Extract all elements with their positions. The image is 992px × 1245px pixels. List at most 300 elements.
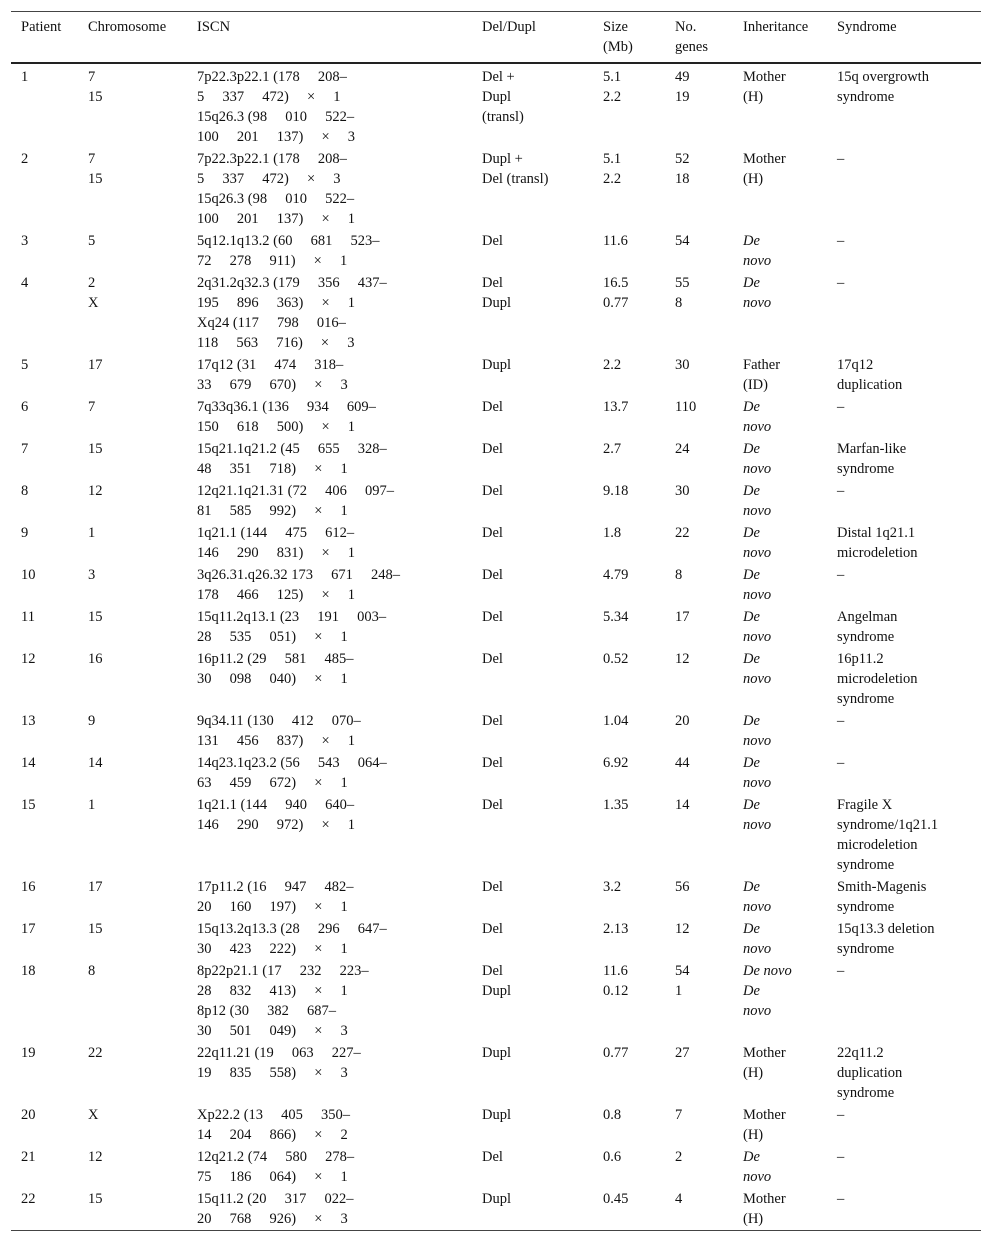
cell-size — [593, 710, 665, 752]
cell-genes-line: 56 — [675, 879, 690, 895]
cell-patient: 1 — [21, 69, 29, 85]
cell-del-dupl — [472, 648, 593, 710]
cell-patient: 20 — [21, 1107, 36, 1123]
cell-iscn — [187, 148, 472, 230]
cell-syndrome — [827, 396, 981, 438]
cell-iscn-line: 30 501 049) × 3 — [197, 1023, 348, 1039]
cell-inheritance — [733, 710, 827, 752]
cell-size-line: 0.52 — [603, 651, 629, 667]
cell-iscn-line: 33 679 670) × 3 — [197, 377, 348, 393]
cell-genes-line: 30 — [675, 483, 690, 499]
cell-iscn-line: 15q11.2 (20 317 022– — [197, 1191, 354, 1207]
cell-del-dupl-line: Dupl — [482, 89, 511, 105]
cell-iscn-line: 118 563 716) × 3 — [197, 335, 355, 351]
cell-iscn-line: 3q26.31.q26.32 173 671 248– — [197, 567, 400, 583]
cell-inheritance — [733, 876, 827, 918]
cell-syndrome-line: syndrome — [837, 89, 895, 105]
cell-patient: 13 — [21, 713, 36, 729]
table-row — [11, 794, 981, 876]
cell-chromosome — [78, 876, 187, 918]
cell-genes-line: 4 — [675, 1191, 683, 1207]
cell-syndrome-line: – — [837, 713, 845, 729]
cell-del-dupl-line: Dupl — [482, 1191, 511, 1207]
cell-chromosome-line: X — [88, 1107, 99, 1123]
cell-iscn — [187, 752, 472, 794]
cell-chromosome — [78, 354, 187, 396]
cell-iscn — [187, 960, 472, 1042]
header-genes-line: genes — [675, 39, 709, 55]
table-row — [11, 752, 981, 794]
cell-inheritance-line: novo — [743, 1003, 772, 1019]
cell-iscn-line: 7q33q36.1 (136 934 609– — [197, 399, 376, 415]
cell-genes-line: 12 — [675, 651, 690, 667]
cell-size — [593, 272, 665, 354]
cell-patient: 14 — [21, 755, 36, 771]
cell-genes — [665, 1104, 733, 1146]
header-genes — [665, 12, 733, 64]
cell-chromosome-line: 12 — [88, 483, 103, 499]
cell-syndrome — [827, 1146, 981, 1188]
cell-iscn-line: 1q21.1 (144 475 612– — [197, 525, 355, 541]
cell-size-line: 6.92 — [603, 755, 629, 771]
cell-iscn-line: 12q21.2 (74 580 278– — [197, 1149, 355, 1165]
cell-genes-line: 30 — [675, 357, 690, 373]
cell-syndrome — [827, 710, 981, 752]
cell-size-line: 1.04 — [603, 713, 629, 729]
cell-genes-line: 7 — [675, 1107, 683, 1123]
cell-genes — [665, 438, 733, 480]
cell-iscn-line: 20 160 197) × 1 — [197, 899, 348, 915]
cell-inheritance-line: novo — [743, 941, 772, 957]
cell-inheritance — [733, 648, 827, 710]
table-row — [11, 1042, 981, 1104]
cell-genes — [665, 606, 733, 648]
cell-size — [593, 522, 665, 564]
table-row — [11, 960, 981, 1042]
cell-size — [593, 960, 665, 1042]
cell-syndrome-line: syndrome — [837, 461, 895, 477]
table-row — [11, 396, 981, 438]
cell-inheritance-line: Mother — [743, 1107, 786, 1123]
cell-chromosome-line: 14 — [88, 755, 103, 771]
cell-syndrome-line: syndrome — [837, 857, 895, 873]
cell-size-line: 11.6 — [603, 233, 628, 249]
cell-genes-line: 110 — [675, 399, 697, 415]
cnv-table — [11, 11, 981, 1231]
cell-syndrome — [827, 1188, 981, 1231]
cell-inheritance — [733, 960, 827, 1042]
cell-chromosome-line: 22 — [88, 1045, 103, 1061]
cell-inheritance-line: De — [743, 483, 760, 499]
cell-iscn-line: 146 290 831) × 1 — [197, 545, 356, 561]
cell-inheritance-line: De — [743, 275, 760, 291]
cell-inheritance-line: (H) — [743, 89, 764, 105]
table-row — [11, 564, 981, 606]
cell-genes — [665, 230, 733, 272]
cell-chromosome — [78, 752, 187, 794]
cell-inheritance-line: (ID) — [743, 377, 768, 393]
cell-iscn — [187, 1188, 472, 1231]
cell-del-dupl-line: Del — [482, 713, 503, 729]
cell-del-dupl — [472, 1042, 593, 1104]
cell-inheritance-line: novo — [743, 1169, 772, 1185]
header-size — [593, 12, 665, 64]
cell-del-dupl-line: Del — [482, 1149, 503, 1165]
cell-size-line: 2.7 — [603, 441, 622, 457]
cell-iscn-line: 178 466 125) × 1 — [197, 587, 356, 603]
cell-inheritance-line: novo — [743, 775, 772, 791]
cell-size-line: 0.12 — [603, 983, 629, 999]
header-size-line: (Mb) — [603, 39, 633, 55]
cell-del-dupl-line: Dupl + — [482, 151, 523, 167]
header-iscn: ISCN — [197, 19, 231, 35]
cell-syndrome-line: – — [837, 567, 845, 583]
cell-syndrome-line: – — [837, 963, 845, 979]
cell-del-dupl-line: Del — [482, 651, 503, 667]
cell-size-line: 0.6 — [603, 1149, 622, 1165]
cell-syndrome-line: Distal 1q21.1 — [837, 525, 916, 541]
cell-iscn — [187, 480, 472, 522]
cell-inheritance-line: (H) — [743, 171, 764, 187]
cell-patient: 21 — [21, 1149, 36, 1165]
header-row — [11, 12, 981, 64]
cell-inheritance-line: novo — [743, 503, 772, 519]
cell-genes — [665, 1146, 733, 1188]
cell-chromosome-line: 9 — [88, 713, 96, 729]
cell-size — [593, 1104, 665, 1146]
cell-iscn-line: 16p11.2 (29 581 485– — [197, 651, 354, 667]
cell-genes — [665, 960, 733, 1042]
cell-inheritance-line: De — [743, 983, 760, 999]
cell-size — [593, 354, 665, 396]
cell-patient: 3 — [21, 233, 29, 249]
cell-syndrome-line: syndrome — [837, 1085, 895, 1101]
cell-iscn — [187, 606, 472, 648]
cell-del-dupl-line: Dupl — [482, 1045, 511, 1061]
cell-del-dupl-line: Del (transl) — [482, 171, 549, 187]
cell-syndrome-line: microdeletion — [837, 545, 918, 561]
cell-inheritance-line: De — [743, 525, 760, 541]
cell-syndrome-line: microdeletion — [837, 671, 918, 687]
cell-size — [593, 648, 665, 710]
cell-del-dupl — [472, 606, 593, 648]
cell-iscn-line: 14 204 866) × 2 — [197, 1127, 348, 1143]
cell-inheritance-line: novo — [743, 629, 772, 645]
cell-chromosome-line: 12 — [88, 1149, 103, 1165]
cell-inheritance — [733, 148, 827, 230]
cell-chromosome-line: 3 — [88, 567, 96, 583]
cell-iscn-line: 12q21.1q21.31 (72 406 097– — [197, 483, 394, 499]
cell-del-dupl — [472, 1188, 593, 1231]
cell-syndrome — [827, 960, 981, 1042]
cell-iscn-line: Xp22.2 (13 405 350– — [197, 1107, 351, 1123]
cell-inheritance-line: (H) — [743, 1127, 764, 1143]
cell-size-line: 2.2 — [603, 171, 622, 187]
cell-inheritance-line: (H) — [743, 1065, 764, 1081]
cell-chromosome-line: 15 — [88, 609, 103, 625]
cell-del-dupl — [472, 148, 593, 230]
cell-syndrome-line: – — [837, 151, 845, 167]
cell-del-dupl-line: Dupl — [482, 357, 511, 373]
cell-del-dupl — [472, 1146, 593, 1188]
cell-patient: 18 — [21, 963, 36, 979]
cell-chromosome — [78, 396, 187, 438]
cell-iscn — [187, 396, 472, 438]
cell-iscn-line: 195 896 363) × 1 — [197, 295, 356, 311]
cell-iscn-line: 28 832 413) × 1 — [197, 983, 348, 999]
cell-inheritance — [733, 480, 827, 522]
cell-patient: 7 — [21, 441, 29, 457]
cell-del-dupl — [472, 272, 593, 354]
table-row — [11, 354, 981, 396]
cell-inheritance-line: Mother — [743, 151, 786, 167]
cell-inheritance-line: De — [743, 797, 760, 813]
cell-syndrome — [827, 354, 981, 396]
cell-genes-line: 8 — [675, 295, 683, 311]
cell-size — [593, 438, 665, 480]
cell-chromosome-line: 15 — [88, 921, 103, 937]
cell-syndrome — [827, 564, 981, 606]
cell-inheritance-line: De — [743, 921, 760, 937]
cell-syndrome-line: 22q11.2 — [837, 1045, 884, 1061]
cell-inheritance-line: De — [743, 399, 760, 415]
cell-iscn-line: 48 351 718) × 1 — [197, 461, 348, 477]
cell-patient: 17 — [21, 921, 36, 937]
cell-del-dupl-line: Del — [482, 879, 503, 895]
cell-size — [593, 752, 665, 794]
cell-size-line: 5.1 — [603, 151, 622, 167]
cell-chromosome — [78, 606, 187, 648]
cell-chromosome-line: 7 — [88, 399, 96, 415]
cell-syndrome — [827, 230, 981, 272]
cell-inheritance-line: De — [743, 567, 760, 583]
cell-genes-line: 44 — [675, 755, 690, 771]
cell-chromosome — [78, 1146, 187, 1188]
cell-inheritance-line: De — [743, 755, 760, 771]
cell-size — [593, 1146, 665, 1188]
table-container — [11, 11, 981, 1231]
cell-del-dupl-line: Del — [482, 797, 503, 813]
cell-genes — [665, 522, 733, 564]
cell-chromosome-line: 15 — [88, 1191, 103, 1207]
cell-iscn — [187, 564, 472, 606]
cell-syndrome — [827, 272, 981, 354]
cell-syndrome — [827, 438, 981, 480]
cell-chromosome-line: 16 — [88, 651, 103, 667]
cell-iscn — [187, 1104, 472, 1146]
cell-chromosome-line: 7 — [88, 69, 96, 85]
cell-chromosome-line: 15 — [88, 89, 103, 105]
cell-iscn-line: 100 201 137) × 1 — [197, 211, 356, 227]
cell-chromosome-line: 1 — [88, 797, 96, 813]
cell-chromosome-line: 7 — [88, 151, 96, 167]
cell-patient: 12 — [21, 651, 36, 667]
cell-genes — [665, 710, 733, 752]
cell-iscn-line: 8p22p21.1 (17 232 223– — [197, 963, 369, 979]
cell-del-dupl-line: Dupl — [482, 983, 511, 999]
cell-del-dupl-line: Del — [482, 963, 503, 979]
cell-chromosome-line: X — [88, 295, 99, 311]
cell-chromosome-line: 8 — [88, 963, 96, 979]
cell-iscn-line: 19 835 558) × 3 — [197, 1065, 348, 1081]
cell-iscn — [187, 710, 472, 752]
cell-del-dupl — [472, 876, 593, 918]
cell-del-dupl-line: Del — [482, 275, 503, 291]
cell-chromosome — [78, 710, 187, 752]
cell-genes — [665, 1188, 733, 1231]
cell-chromosome-line: 15 — [88, 441, 103, 457]
table-row — [11, 1104, 981, 1146]
cell-inheritance — [733, 794, 827, 876]
cell-syndrome — [827, 606, 981, 648]
cell-inheritance-line: De — [743, 233, 760, 249]
cell-size-line: 0.77 — [603, 1045, 629, 1061]
cell-del-dupl-line: Del — [482, 609, 503, 625]
cell-chromosome — [78, 564, 187, 606]
table-row — [11, 710, 981, 752]
cell-inheritance-line: Mother — [743, 1045, 786, 1061]
cell-size — [593, 1188, 665, 1231]
cell-syndrome — [827, 63, 981, 148]
cell-inheritance-line: De — [743, 1149, 760, 1165]
table-body — [11, 63, 981, 1231]
cell-genes-line: 2 — [675, 1149, 683, 1165]
cell-genes-line: 27 — [675, 1045, 690, 1061]
cell-size — [593, 480, 665, 522]
cell-size-line: 5.34 — [603, 609, 629, 625]
cell-patient: 19 — [21, 1045, 36, 1061]
cell-inheritance — [733, 752, 827, 794]
cell-size — [593, 564, 665, 606]
cell-chromosome — [78, 648, 187, 710]
cell-iscn-line: 146 290 972) × 1 — [197, 817, 356, 833]
cell-syndrome-line: Fragile X — [837, 797, 893, 813]
cell-iscn-line: 7p22.3p22.1 (178 208– — [197, 69, 347, 85]
cell-patient: 8 — [21, 483, 29, 499]
cell-inheritance-line: novo — [743, 253, 772, 269]
cell-chromosome — [78, 918, 187, 960]
cell-inheritance — [733, 522, 827, 564]
cell-size — [593, 794, 665, 876]
cell-size-line: 2.2 — [603, 357, 622, 373]
cell-iscn-line: 8p12 (30 382 687– — [197, 1003, 336, 1019]
cell-inheritance-line: De — [743, 651, 760, 667]
cell-chromosome — [78, 148, 187, 230]
cell-chromosome — [78, 230, 187, 272]
cell-syndrome — [827, 480, 981, 522]
cell-iscn-line: 15q26.3 (98 010 522– — [197, 191, 355, 207]
cell-iscn-line: 2q31.2q32.3 (179 356 437– — [197, 275, 387, 291]
cell-inheritance — [733, 438, 827, 480]
cell-inheritance — [733, 1146, 827, 1188]
cell-inheritance-line: novo — [743, 817, 772, 833]
cell-del-dupl-line: Del — [482, 921, 503, 937]
cell-size — [593, 918, 665, 960]
cell-syndrome-line: duplication — [837, 377, 903, 393]
cell-chromosome — [78, 63, 187, 148]
cell-inheritance — [733, 606, 827, 648]
cell-del-dupl — [472, 438, 593, 480]
cell-patient: 2 — [21, 151, 29, 167]
cell-del-dupl-line: (transl) — [482, 109, 524, 125]
cell-genes-line: 19 — [675, 89, 690, 105]
cell-size-line: 13.7 — [603, 399, 629, 415]
cell-inheritance — [733, 1188, 827, 1231]
cell-iscn-line: 14q23.1q23.2 (56 543 064– — [197, 755, 387, 771]
cell-syndrome-line: Angelman — [837, 609, 898, 625]
cell-genes-line: 55 — [675, 275, 690, 291]
cell-genes-line: 17 — [675, 609, 690, 625]
cell-iscn — [187, 794, 472, 876]
cell-iscn-line: 5 337 472) × 3 — [197, 171, 341, 187]
cell-syndrome — [827, 918, 981, 960]
cell-chromosome-line: 17 — [88, 357, 103, 373]
cell-chromosome-line: 15 — [88, 171, 103, 187]
cell-size — [593, 606, 665, 648]
cell-syndrome — [827, 148, 981, 230]
cell-iscn-line: 81 585 992) × 1 — [197, 503, 348, 519]
cell-inheritance-line: Father — [743, 357, 781, 373]
cell-inheritance-line: De novo — [743, 963, 792, 979]
header-chromosome: Chromosome — [88, 19, 167, 35]
cell-genes — [665, 1042, 733, 1104]
cell-iscn-line: 15q26.3 (98 010 522– — [197, 109, 355, 125]
cell-inheritance-line: De — [743, 713, 760, 729]
cell-syndrome-line: syndrome — [837, 629, 895, 645]
cell-del-dupl — [472, 396, 593, 438]
cell-genes — [665, 918, 733, 960]
cell-iscn-line: 9q34.11 (130 412 070– — [197, 713, 361, 729]
cell-size-line: 2.2 — [603, 89, 622, 105]
cell-genes — [665, 63, 733, 148]
cell-syndrome-line: syndrome — [837, 691, 895, 707]
cell-genes-line: 1 — [675, 983, 683, 999]
cell-iscn-line: 5q12.1q13.2 (60 681 523– — [197, 233, 380, 249]
cell-inheritance-line: De — [743, 609, 760, 625]
cell-chromosome — [78, 272, 187, 354]
table-row — [11, 1188, 981, 1231]
cell-syndrome-line: syndrome — [837, 941, 895, 957]
cell-iscn — [187, 918, 472, 960]
cell-inheritance-line: De — [743, 441, 760, 457]
cell-syndrome — [827, 1104, 981, 1146]
cell-chromosome-line: 5 — [88, 233, 96, 249]
cell-patient: 10 — [21, 567, 36, 583]
cell-syndrome-line: microdeletion — [837, 837, 918, 853]
cell-syndrome-line: 15q overgrowth — [837, 69, 929, 85]
cell-del-dupl-line: Del — [482, 567, 503, 583]
cell-inheritance-line: De — [743, 879, 760, 895]
cell-syndrome-line: – — [837, 1149, 845, 1165]
cell-size-line: 1.35 — [603, 797, 629, 813]
cell-iscn-line: Xq24 (117 798 016– — [197, 315, 346, 331]
cell-patient: 11 — [21, 609, 35, 625]
cell-syndrome-line: 15q13.3 deletion — [837, 921, 935, 937]
cell-size — [593, 230, 665, 272]
cell-chromosome — [78, 960, 187, 1042]
cell-iscn — [187, 230, 472, 272]
cell-chromosome — [78, 480, 187, 522]
cell-size — [593, 1042, 665, 1104]
cell-inheritance-line: novo — [743, 899, 772, 915]
cell-genes-line: 24 — [675, 441, 690, 457]
cell-inheritance — [733, 1042, 827, 1104]
cell-inheritance-line: Mother — [743, 1191, 786, 1207]
cell-del-dupl — [472, 960, 593, 1042]
cell-genes — [665, 396, 733, 438]
table-row — [11, 876, 981, 918]
cell-syndrome — [827, 648, 981, 710]
